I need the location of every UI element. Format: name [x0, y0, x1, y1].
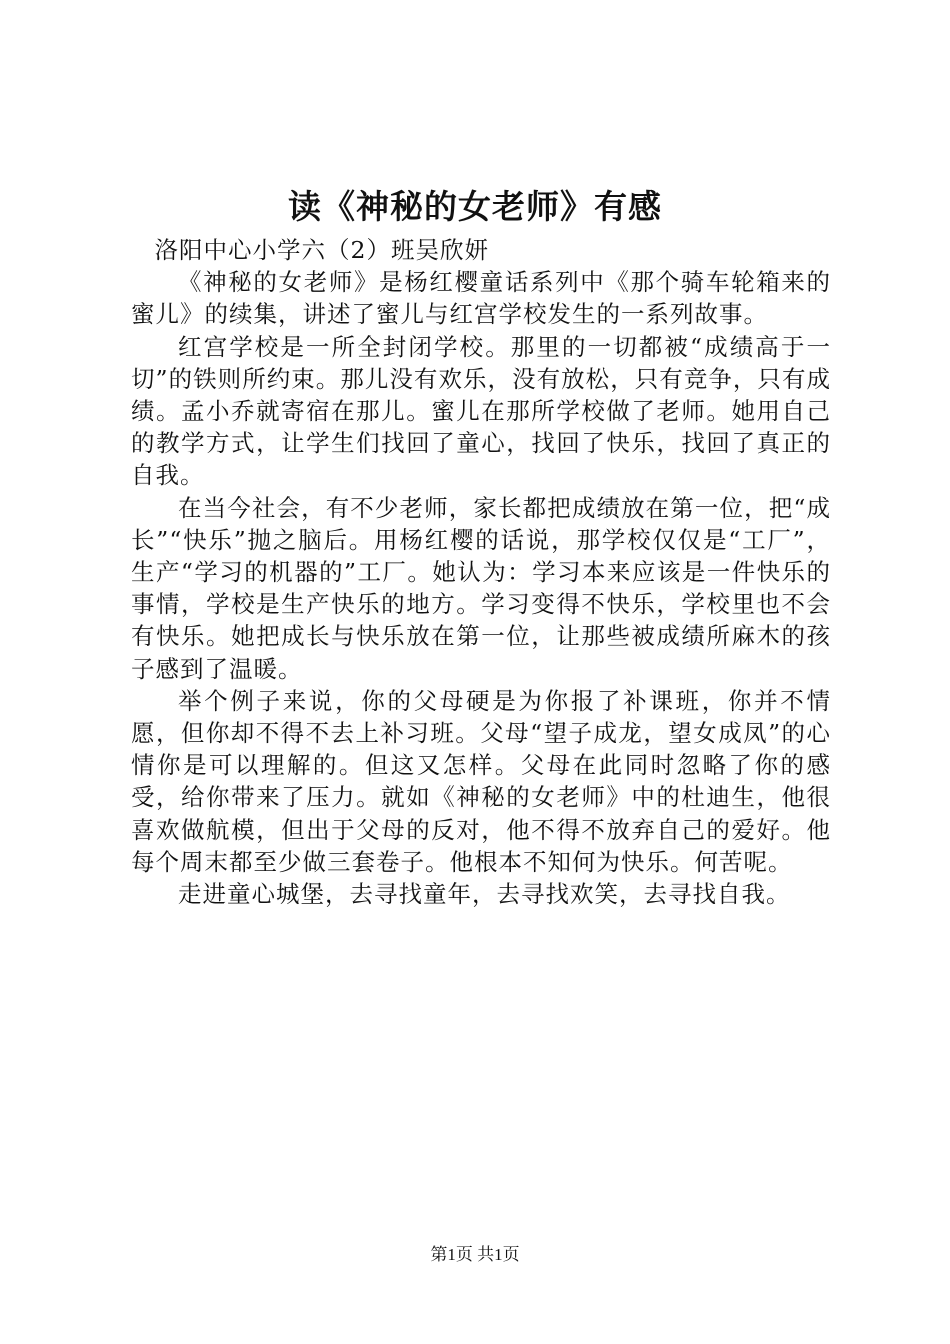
author-line: 洛阳中心小学六（2）班吴欣妍	[154, 236, 489, 264]
paragraph-4: 举个例子来说，你的父母硬是为你报了补课班，你并不情愿，但你却不得不去上补习班。父母“望子成龙，望女成凤”的心情你是可以理解的。但这又怎样。父母在此同时忽略了你的感受，给你带来了压力。就如《神秘的女老师》中的杜迪生，他很喜欢做航模，但出于父母的反对，他不得不放弃自己的爱好。他每个周末都至少做三套卷子。他根本不知何为快乐。何苦呢。	[131, 686, 831, 876]
document-title: 读《神秘的女老师》有感	[288, 187, 662, 226]
paragraph-2: 红宫学校是一所全封闭学校。那里的一切都被“成绩高于一切”的铁则所约束。那儿没有欢乐，没有放松，只有竞争，只有成绩。孟小乔就寄宿在那儿。蜜儿在那所学校做了老师。她用自己的教学方式，让学生们找回了童心，找回了快乐，找回了真正的自我。	[131, 332, 831, 490]
paragraph-5: 走进童心城堡，去寻找童年，去寻找欢笑，去寻找自我。	[178, 880, 791, 909]
page-footer: 第1页 共1页	[430, 1245, 520, 1264]
paragraph-1: 《神秘的女老师》是杨红樱童话系列中《那个骑车轮箱来的蜜儿》的续集，讲述了蜜儿与红宫学校发生的一系列故事。	[131, 268, 831, 329]
paragraph-3: 在当今社会，有不少老师，家长都把成绩放在第一位，把“成长”“快乐”抛之脑后。用杨红樱的话说，那学校仅仅是“工厂”，生产“学习的机器的”工厂。她认为：学习本来应该是一件快乐的事情，学校是生产快乐的地方。学习变得不快乐，学校里也不会有快乐。她把成长与快乐放在第一位，让那些被成绩所麻木的孩子感到了温暖。	[131, 493, 831, 683]
document-body	[131, 234, 831, 910]
